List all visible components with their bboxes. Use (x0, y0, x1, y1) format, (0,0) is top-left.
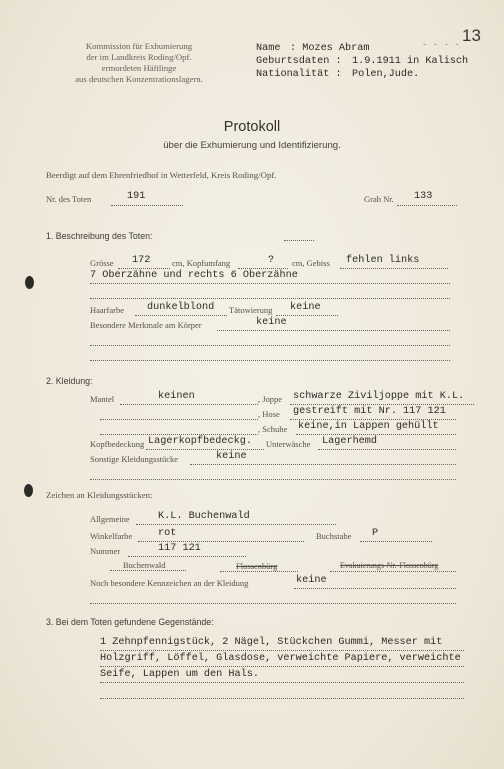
general-mark-label: Allgemeine (90, 514, 130, 524)
hat-label: Kopfbedeckung (90, 439, 145, 449)
head-circ-value: ? (268, 255, 275, 266)
page-title: Protokoll (223, 119, 281, 135)
marks-heading: Zeichen an Kleidungsstücken: (46, 490, 153, 500)
camp-buchenwald: Buchenwald (123, 560, 166, 570)
section1-heading: 1. Beschreibung des Toten: (46, 231, 153, 241)
nationality-value: Polen,Jude. (352, 69, 420, 80)
birth-value: 1.9.1911 in Kalisch (352, 56, 469, 67)
jacket-value: schwarze Ziviljoppe mit K.L. (293, 391, 465, 402)
coat-label: Mantel (90, 394, 115, 404)
general-mark-value: K.L. Buchenwald (158, 511, 250, 522)
shoes-value: keine,in Lappen gehüllt (298, 421, 439, 432)
items-line: Seife, Lappen um den Hals. (100, 669, 259, 680)
commission-line: aus deutschen Konzentrationslagern. (75, 74, 203, 84)
number-label: Nummer (90, 546, 121, 556)
other-marks-label: Noch besondere Kennzeichen an der Kleidung (90, 578, 249, 588)
camp-evacuation-number: Evakuierungs-Nr.-Flossenbürg (340, 561, 439, 570)
underwear-label: Unterwäsche (266, 439, 311, 449)
commission-line: der im Landkreis Roding/Opf. (86, 52, 192, 62)
cm-gebiss-label: cm, Gebiss (292, 258, 330, 268)
jacket-label: , Joppe (258, 394, 283, 404)
underwear-value: Lagerhemd (322, 436, 378, 447)
commission-line: Kommission für Exhumierung (85, 41, 193, 51)
items-line: Holzgriff, Löffel, Glasdose, verweichte Papiere, verweichte (100, 653, 461, 664)
tattoo-label: Tätowierung (229, 305, 273, 315)
name-value: : Mozes Abram (290, 43, 370, 54)
hair-label: Haarfarbe (90, 305, 124, 315)
size-value: 172 (132, 255, 151, 266)
section2-heading: 2. Kleidung: (46, 376, 93, 386)
burial-text: Beerdigt auf dem Ehrenfriedhof in Wetterfeld, Kreis Roding/Opf. (46, 170, 277, 180)
other-clothing-label: Sonstige Kleidungsstücke (90, 454, 179, 464)
angle-color-label: Winkelfarbe (90, 531, 133, 541)
grave-number-label: Grab Nr. (364, 194, 394, 204)
marks-value: keine (256, 317, 287, 328)
commission-line: ermordeten Häftlinge (101, 63, 177, 73)
punch-hole-top (25, 276, 34, 289)
trousers-value: gestreift mit Nr. 117 121 (293, 406, 446, 417)
camp-flossenbuerg: Flossenbürg (236, 561, 278, 571)
hair-value: dunkelblond (147, 302, 215, 313)
grave-number-value: 133 (414, 191, 433, 202)
page-subtitle: über die Exhumierung und Identifizierung. (163, 140, 341, 151)
number-value: 117 121 (158, 543, 201, 554)
other-marks-value: keine (296, 575, 327, 586)
other-clothing-value: keine (216, 451, 247, 462)
size-label: Grösse (90, 258, 114, 268)
dead-number-label: Nr. des Toten (46, 194, 92, 204)
nationality-label: Nationalität : (256, 69, 342, 80)
corner-dashes: - - - - (422, 40, 460, 50)
cm-kopfumfang-label: cm, Kopfumfang (172, 258, 231, 268)
coat-value: keinen (158, 391, 195, 402)
items-line: 1 Zehnpfennigstück, 2 Nägel, Stückchen Gummi, Messer mit (100, 637, 443, 648)
page-number: 13 (462, 26, 481, 45)
angle-color-value: rot (158, 528, 177, 539)
trousers-label: , Hose (258, 409, 280, 419)
shoes-label: , Schuhe (258, 424, 288, 434)
teeth-value-line2: 7 Oberzähne und rechts 6 Oberzähne (90, 270, 298, 281)
teeth-value: fehlen links (346, 255, 420, 266)
hat-value: Lagerkopfbedeckg. (148, 436, 252, 447)
commission-header (48, 41, 230, 85)
punch-hole-bottom (24, 484, 33, 497)
letter-label: Buchstabe (316, 531, 352, 541)
name-label: Name (256, 43, 281, 54)
section3-heading: 3. Bei dem Toten gefundene Gegenstände: (46, 617, 214, 627)
birth-label: Geburtsdaten : (256, 56, 342, 67)
marks-label: Besondere Merkmale am Körper (90, 320, 202, 330)
tattoo-value: keine (290, 302, 321, 313)
dead-number-value: 191 (127, 191, 146, 202)
letter-value: P (372, 528, 379, 539)
